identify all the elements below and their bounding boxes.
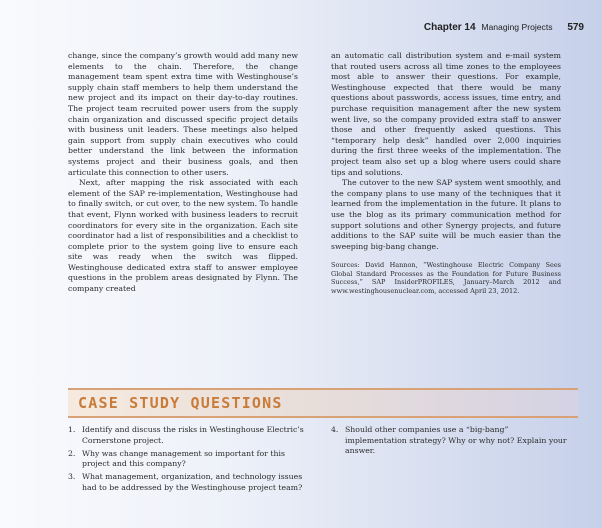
case-study-heading-bar — [68, 388, 578, 418]
running-header — [424, 22, 584, 33]
section-title: Managing Projects — [481, 22, 553, 32]
paragraph: Next, after mapping the risk associated with each element of the SAP re-implementation, Westinghouse had to finally switch, or cut over, to the new system. To handle that event, Flynn worked with business leaders to recruit coordinators for every site in the organization. Each site coordinator had a list of responsibilities and a checklist to complete prior to the system going live to ensure each site was ready when the switch was flipped. Westinghouse dedicated extra staff to answer employee questions in the problem areas designated by Flynn. The company created — [68, 178, 298, 294]
paragraph: The cutover to the new SAP system went smoothly, and the company plans to use many of the techniques that it learned from the implementation in the future. It plans to use the blog as its primary communication method for support solutions and other Synergy projects, and future additions to the SAP suite will be much easier than the sweeping big-bang change. — [331, 178, 561, 251]
right-text-column — [331, 51, 561, 296]
paragraph: an automatic call distribution system and e-mail system that routed users across all time zones to the employees most able to answer their questions. For example, Westinghouse expected that there would be many questions about passwords, access issues, time entry, and purchase requisition management after the new system went live, so the company provided extra staff to answer those and other frequently asked questions. This “temporary help desk” handled over 2,000 inquiries during the first three weeks of the implementation. The project team also set up a blog where users could share tips and solutions. — [331, 51, 561, 177]
question-number: 3. — [68, 472, 76, 482]
question-item — [68, 425, 308, 446]
left-text-column — [68, 51, 298, 295]
question-item — [68, 449, 308, 470]
question-number: 2. — [68, 448, 76, 458]
paragraph: change, since the company’s growth would add many new elements to the chain. Therefore, the change management team spent extra time with Westinghouse’s supply chain staff members to help them understand the new project and its impact on their day-to-day routines. The project team recruited power users from the supply chain organization and discussed specific project details with business unit leaders. These meetings also helped gain support from supply chain executives who could better understand the link between the information systems project and their business goals, and then articulate this connection to other users. — [68, 51, 298, 177]
sources-citation: Sources: David Hannon, “Westinghouse Electric Company Sees Global Standard Processes as the Foundation for Future Business Success,” SAP InsiderPROFILES, January–March 2012 and www.westinghousenuclear.com, accessed April 23, 2012. — [331, 261, 561, 296]
case-study-title: CASE STUDY QUESTIONS — [78, 394, 283, 412]
question-item — [68, 472, 308, 493]
chapter-label: Chapter 14 — [423, 22, 476, 33]
question-text: Why was change management so important for this project and this company? — [82, 448, 285, 469]
page-number: 579 — [567, 22, 584, 33]
question-text: What management, organization, and technology issues had to be addressed by the Westinghouse project team? — [82, 472, 303, 492]
questions-right-column — [331, 425, 571, 459]
question-text: Should other companies use a “big-bang” implementation strategy? Why or why not? Explain your answer. — [345, 425, 567, 456]
questions-left-column — [68, 425, 308, 496]
question-item — [331, 425, 571, 457]
question-number: 4. — [331, 425, 339, 434]
question-text: Identify and discuss the risks in Westinghouse Electric’s Cornerstone project. — [82, 425, 304, 445]
question-number: 1. — [68, 425, 76, 434]
